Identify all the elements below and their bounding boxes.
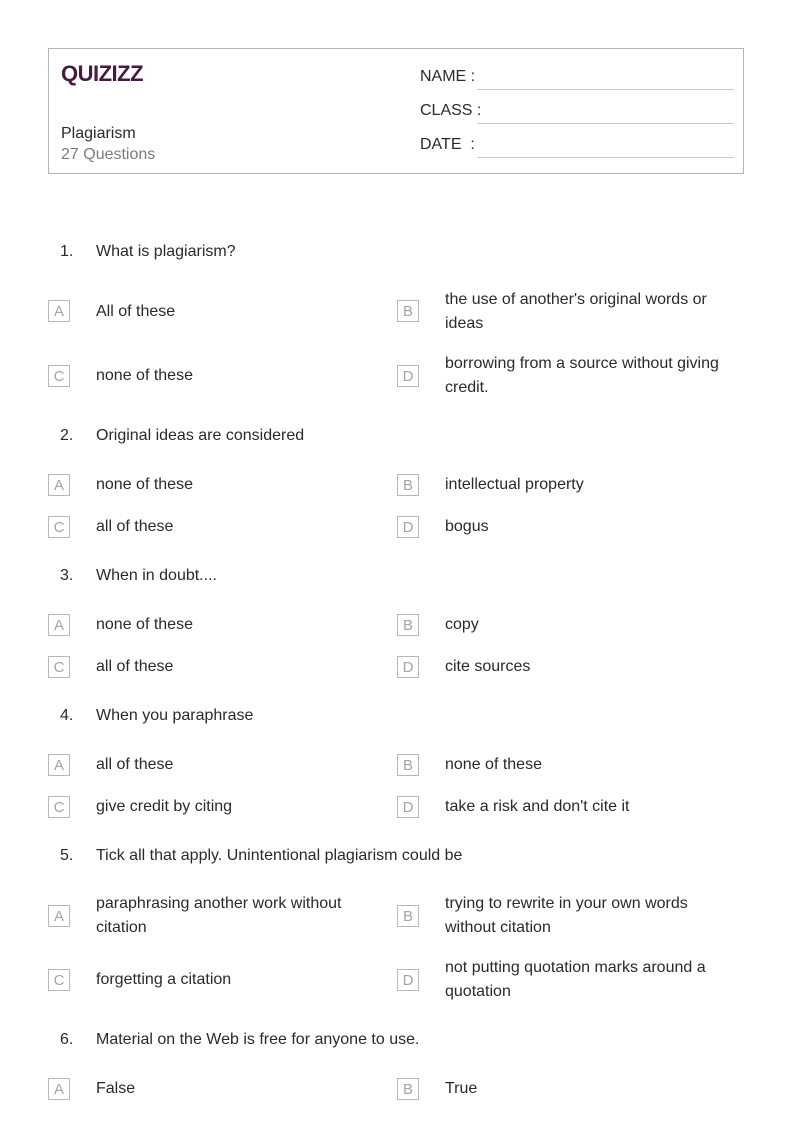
worksheet-header (48, 48, 744, 174)
date-label: DATE : (420, 136, 475, 153)
option-text: False (96, 1080, 136, 1097)
option-text: bogus (445, 518, 489, 535)
question-text: When you paraphrase (96, 707, 254, 724)
option-letter-box[interactable]: B (397, 614, 419, 636)
option-text: paraphrasing another work without citation (96, 895, 342, 936)
option-letter-box[interactable]: D (397, 796, 419, 818)
quizizz-logo (61, 59, 153, 87)
option-text: none of these (96, 476, 193, 493)
option-text: All of these (96, 303, 176, 320)
option-text: none of these (96, 367, 193, 384)
option-letter-box[interactable]: B (397, 754, 419, 776)
option-text: cite sources (445, 658, 531, 675)
option-letter-box[interactable]: B (397, 1078, 419, 1100)
option-text: the use of another's original words or ideas (445, 291, 707, 332)
question-text: What is plagiarism? (96, 243, 236, 260)
question-text: Material on the Web is free for anyone to use. (96, 1031, 420, 1048)
question-number: 6. (60, 1031, 74, 1048)
name-field[interactable] (420, 66, 734, 90)
worksheet-title: Plagiarism (61, 125, 136, 142)
option-text: none of these (96, 616, 193, 633)
option-text: True (445, 1080, 478, 1097)
date-line[interactable] (477, 157, 734, 158)
option-letter-box[interactable]: A (48, 474, 70, 496)
question-number: 1. (60, 243, 74, 260)
option-letter-box[interactable]: D (397, 365, 419, 387)
question-text: Original ideas are considered (96, 427, 305, 444)
question-number: 5. (60, 847, 74, 864)
option-text: borrowing from a source without giving credit. (445, 355, 719, 396)
option-text: take a risk and don't cite it (445, 798, 630, 815)
option-letter-box[interactable]: A (48, 905, 70, 927)
option-letter-box[interactable]: D (397, 656, 419, 678)
option-text: not putting quotation marks around a quotation (445, 959, 706, 1000)
option-text: intellectual property (445, 476, 584, 493)
option-letter-box[interactable]: A (48, 1078, 70, 1100)
option-letter-box[interactable]: C (48, 656, 70, 678)
option-letter-box[interactable]: D (397, 969, 419, 991)
option-letter-box[interactable]: A (48, 300, 70, 322)
name-label: NAME : (420, 68, 476, 85)
option-text: trying to rewrite in your own words without citation (445, 895, 688, 936)
option-letter-box[interactable]: C (48, 516, 70, 538)
option-letter-box[interactable]: B (397, 300, 419, 322)
question-count: 27 Questions (61, 146, 156, 163)
question-text: When in doubt.... (96, 567, 217, 584)
option-letter-box[interactable]: D (397, 516, 419, 538)
question-number: 2. (60, 427, 74, 444)
name-line[interactable] (477, 89, 734, 90)
option-letter-box[interactable]: C (48, 969, 70, 991)
question-number: 3. (60, 567, 74, 584)
class-field[interactable] (420, 100, 734, 124)
option-text: forgetting a citation (96, 971, 232, 988)
class-label: CLASS : (420, 102, 482, 119)
question-number: 4. (60, 707, 74, 724)
option-text: none of these (445, 756, 542, 773)
option-letter-box[interactable]: A (48, 754, 70, 776)
option-letter-box[interactable]: B (397, 474, 419, 496)
option-text: all of these (96, 756, 174, 773)
option-text: all of these (96, 658, 174, 675)
option-letter-box[interactable]: C (48, 796, 70, 818)
date-field[interactable] (420, 134, 734, 158)
option-letter-box[interactable]: A (48, 614, 70, 636)
svg-text:QUIZIZZ: QUIZIZZ (61, 61, 144, 86)
option-text: copy (445, 616, 479, 633)
class-line[interactable] (477, 123, 734, 124)
option-text: give credit by citing (96, 798, 233, 815)
option-letter-box[interactable]: C (48, 365, 70, 387)
option-text: all of these (96, 518, 174, 535)
question-text: Tick all that apply. Unintentional plagiarism could be (96, 847, 463, 864)
option-letter-box[interactable]: B (397, 905, 419, 927)
